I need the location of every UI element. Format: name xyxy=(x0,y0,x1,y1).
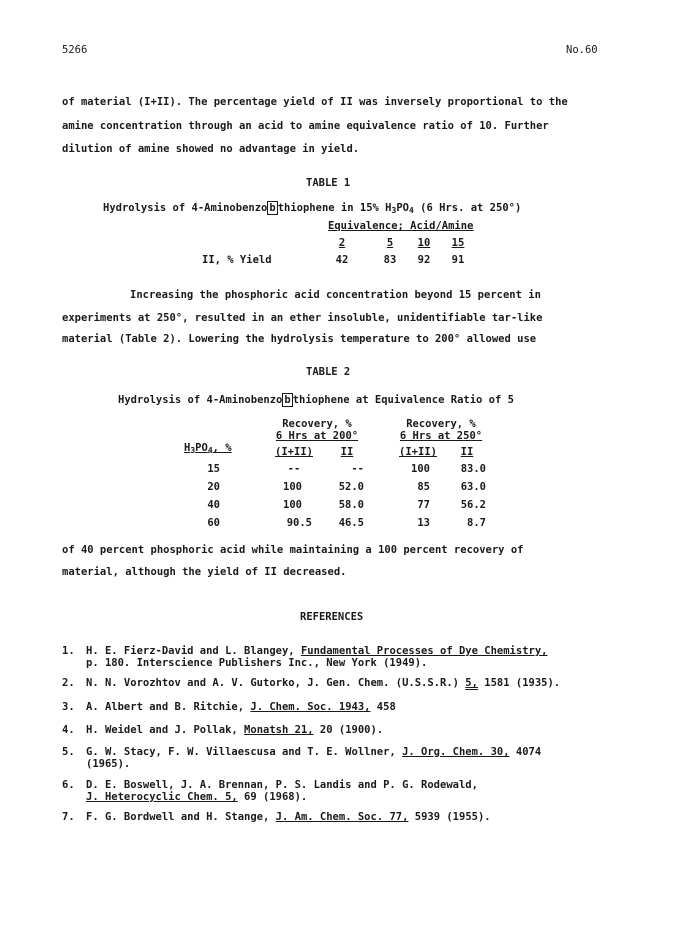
table2-cell: 8.7 xyxy=(467,517,486,529)
reference-item-cont: p. 180. Interscience Publishers Inc., New York (1949). xyxy=(86,657,428,669)
body-line: of 40 percent phosphoric acid while maintaining a 100 percent recovery of xyxy=(62,544,524,556)
table1-cell: 92 xyxy=(417,254,431,266)
table1-header: Equivalence; Acid/Amine xyxy=(328,220,474,232)
table1-cell: 91 xyxy=(451,254,465,266)
table2-cell: 83.0 xyxy=(460,463,486,475)
reference-number: 6. xyxy=(62,779,75,791)
table2-cell: 56.2 xyxy=(460,499,486,511)
table2-cell: 52.0 xyxy=(338,481,364,493)
reference-item: H. Weidel and J. Pollak, Monatsh 21, 20 (1900). xyxy=(86,724,384,736)
body-line: of material (I+II). The percentage yield of II was inversely proportional to the xyxy=(62,96,568,108)
table2-cell: 46.5 xyxy=(338,517,364,529)
body-line: Increasing the phosphoric acid concentration beyond 15 percent in xyxy=(130,289,541,301)
references-title: REFERENCES xyxy=(300,611,364,623)
table2-group1-title: Recovery, % xyxy=(282,418,352,430)
table2-col-header: (I+II) xyxy=(399,446,437,458)
reference-number: 3. xyxy=(62,701,75,713)
table2-caption: Hydrolysis of 4-Aminobenzo b thiophene at Equivalence Ratio of 5 xyxy=(118,394,514,406)
reference-item: A. Albert and B. Ritchie, J. Chem. Soc. 1943, 458 xyxy=(86,701,396,713)
reference-item: H. E. Fierz-David and L. Blangey, Fundamental Processes of Dye Chemistry, xyxy=(86,645,548,657)
table2-cell: 13 xyxy=(417,517,430,529)
table1-row-label: II, % Yield xyxy=(202,254,272,266)
table2-cell: 58.0 xyxy=(338,499,364,511)
table2-cell: 100 xyxy=(283,499,302,511)
table1-caption: Hydrolysis of 4-Aminobenzo b thiophene in 15% $H_3PO_4$ (6 Hrs. at 250°) xyxy=(103,202,522,215)
table1-cell: 83 xyxy=(383,254,397,266)
reference-item-cont: J. Heterocyclic Chem. 5, 69 (1968). xyxy=(86,791,308,803)
body-line: material, although the yield of II decreased. xyxy=(62,566,347,578)
table2-cell: 77 xyxy=(417,499,430,511)
reference-number: 1. xyxy=(62,645,75,657)
table1-label: TABLE 1 xyxy=(306,177,351,189)
reference-item: G. W. Stacy, F. W. Villaescusa and T. E. Wollner, J. Org. Chem. 30, 4074 xyxy=(86,746,542,758)
table2-cell-conc: 40 xyxy=(207,499,220,511)
table2-cell: -- xyxy=(351,463,364,475)
table2-group1-sub: 6 Hrs at 200° xyxy=(275,430,359,442)
table2-cell: 100 xyxy=(411,463,430,475)
table1-column: 2 xyxy=(338,237,346,249)
body-line: amine concentration through an acid to amine equivalence ratio of 10. Further xyxy=(62,120,549,132)
issue-number: No.60 xyxy=(566,44,598,56)
table1-column: 15 xyxy=(451,237,465,249)
table2-cell-conc: 60 xyxy=(207,517,220,529)
reference-number: 2. xyxy=(62,677,75,689)
table2-col-header: II xyxy=(460,446,474,458)
table2-cell: 85 xyxy=(417,481,430,493)
table1-column: 10 xyxy=(417,237,431,249)
table2-cell-conc: 20 xyxy=(207,481,220,493)
table2-cell: 63.0 xyxy=(460,481,486,493)
table1-column: 5 xyxy=(386,237,394,249)
body-line: experiments at 250°, resulted in an ether insoluble, unidentifiable tar-like xyxy=(62,312,543,324)
reference-item: F. G. Bordwell and H. Stange, J. Am. Chem. Soc. 77, 5939 (1955). xyxy=(86,811,491,823)
reference-item: N. N. Vorozhtov and A. V. Gutorko, J. Gen. Chem. (U.S.S.R.) 5, 1581 (1935). xyxy=(86,677,561,689)
table2-group2-sub: 6 Hrs at 250° xyxy=(399,430,483,442)
table2-cell: 100 xyxy=(283,481,302,493)
body-line: material (Table 2). Lowering the hydrolysis temperature to 200° allowed use xyxy=(62,333,537,345)
reference-item: D. E. Boswell, J. A. Brennan, P. S. Landis and P. G. Rodewald, xyxy=(86,779,478,791)
table2-col-header: (I+II) xyxy=(275,446,313,458)
table2-group2-title: Recovery, % xyxy=(406,418,476,430)
body-line: dilution of amine showed no advantage in yield. xyxy=(62,143,360,155)
table2-cell: 90.5 xyxy=(286,517,312,529)
table2-row-header: $H_3PO_4$, % xyxy=(184,442,232,455)
reference-item-cont: (1965). xyxy=(86,758,131,770)
table2-cell: -- xyxy=(287,463,301,475)
reference-number: 4. xyxy=(62,724,75,736)
page-number: 5266 xyxy=(62,44,88,56)
table2-cell-conc: 15 xyxy=(207,463,220,475)
table1-cell: 42 xyxy=(335,254,349,266)
reference-number: 7. xyxy=(62,811,75,823)
table2-col-header: II xyxy=(340,446,354,458)
reference-number: 5. xyxy=(62,746,75,758)
table2-label: TABLE 2 xyxy=(306,366,351,378)
